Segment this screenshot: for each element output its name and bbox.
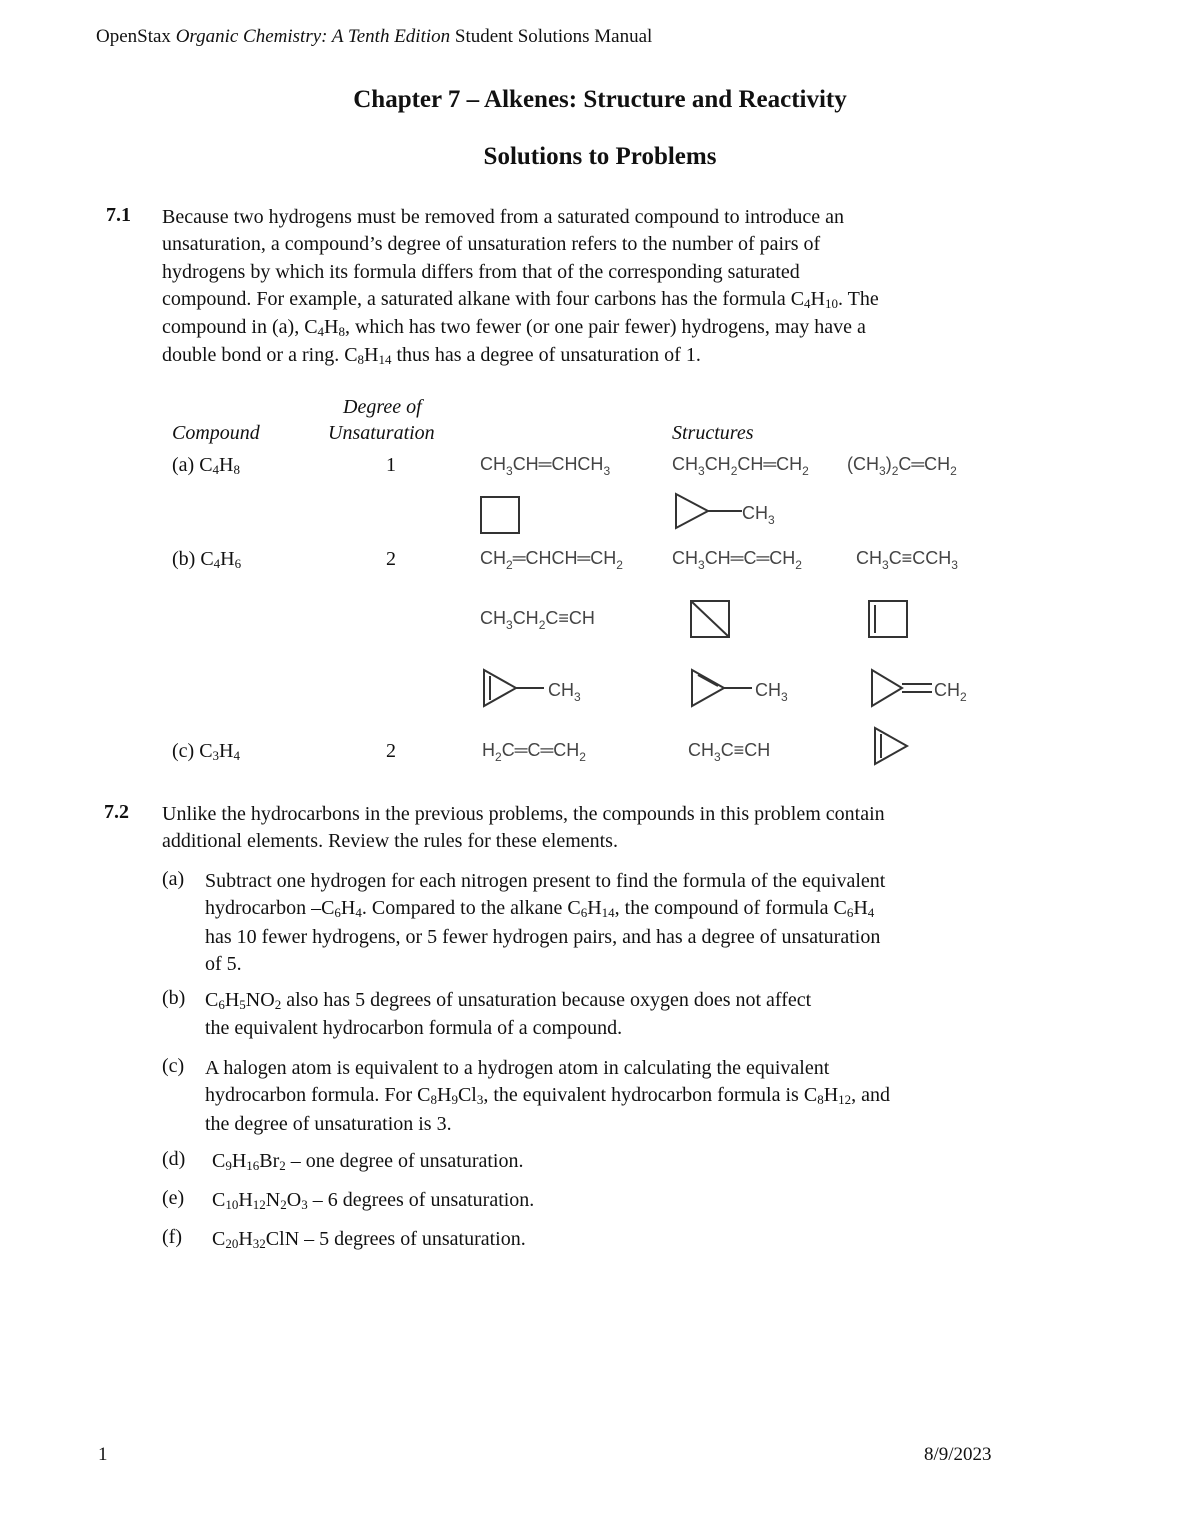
problem-7-1-text [162,204,1032,371]
structure-1-2-butadiene: $CH_3CH═C═CH_2$ [672,548,802,572]
header-structures: Structures [672,422,754,444]
text-line: hydrogens by which its formula differs from that of the corresponding saturated [162,260,800,283]
item-text-d [212,1148,1042,1176]
header-book-title: Organic Chemistry: A Tenth Edition [175,26,451,47]
text-line: has 10 fewer hydrogens, or 5 fewer hydrogen pairs, and has a degree of unsaturation [205,925,881,948]
item-text-b [205,987,1035,1043]
structure-propyne: $CH_3C\equiv CH$ [688,740,771,764]
header-compound: Compound [172,422,260,444]
running-header [96,26,652,48]
text-line: Because two hydrogens must be removed from a saturated compound to introduce an [162,206,845,228]
methyl-label: $CH_3$ [755,680,788,704]
structure-1-butyne: $CH_3CH_2C\equiv CH$ [480,608,595,632]
header-prefix: OpenStax [96,26,176,47]
cyclobutene-structure [868,600,910,640]
3-methylcyclopropene-structure [690,668,756,710]
degree-c: 2 [386,740,396,762]
text-line: C6H5NO2 also has 5 degrees of unsaturation because oxygen does not affect [205,989,812,1012]
text-line: Unlike the hydrocarbons in the previous problems, the compounds in this problem contain [162,803,885,825]
item-label-d: (d) [162,1148,186,1170]
item-label-a: (a) [162,868,185,890]
compound-c: (c) C3H4 [172,740,240,763]
text-line: C9H16Br2 – one degree of unsaturation. [212,1150,524,1173]
methyl-label: $CH_3$ [548,680,581,704]
degree-b: 2 [386,548,396,570]
structure-1-butene: $CH_3CH_2CH═CH_2$ [672,454,809,478]
item-text-e [212,1187,1042,1215]
bicyclobutane-structure [690,600,732,640]
text-line: the degree of unsaturation is 3. [205,1112,452,1135]
1-methylcyclopropene-structure [482,668,548,710]
section-title: Solutions to Problems [483,143,717,170]
item-text-f [212,1226,1042,1254]
item-text-a [205,868,1035,978]
footer-date: 8/9/2023 [924,1444,992,1465]
compound-a: (a) C4H8 [172,454,240,477]
methylenecyclopropane-structure [870,668,934,710]
cyclobutane-structure [480,496,522,536]
text-line: double bond or a ring. C8H14 thus has a degree of unsaturation of 1. [162,344,701,368]
text-line: compound in (a), C4H8, which has two fewer (or one pair fewer) hydrogens, may have a [162,316,866,340]
text-line: hydrocarbon formula. For C8H9Cl3, the equivalent hydrocarbon formula is C8H12, and [205,1084,891,1108]
header-suffix: Student Solutions Manual [450,26,653,47]
text-line: Subtract one hydrogen for each nitrogen present to find the formula of the equivalent [205,870,886,892]
methyl-label: $CH_3$ [742,503,775,527]
item-label-e: (e) [162,1187,185,1209]
chapter-title: Chapter 7 – Alkenes: Structure and Reactivity [353,86,847,113]
problem-7-2-intro [162,801,1032,856]
methylcyclopropane-structure [674,492,744,534]
item-label-c: (c) [162,1055,185,1077]
structure-2-butyne: $CH_3C\equiv CCH_3$ [856,548,958,572]
header-degree-line1: Degree of [343,396,422,418]
structure-2-butene: $CH_3CH═CHCH_3$ [480,454,611,478]
problem-number-7-2: 7.2 [104,801,129,823]
header-degree-line2: Unsaturation [328,422,435,444]
text-line: unsaturation, a compound’s degree of unsaturation refers to the number of pairs of [162,233,821,256]
compound-b: (b) C4H6 [172,548,242,571]
problem-number-7-1: 7.1 [106,204,131,226]
structure-butadiene: $CH_2═CHCH═CH_2$ [480,548,623,572]
text-line: C20H32ClN – 5 degrees of unsaturation. [212,1228,526,1251]
text-line: A halogen atom is equivalent to a hydrogen atom in calculating the equivalent [205,1057,830,1079]
item-label-f: (f) [162,1226,182,1248]
text-line: of 5. [205,952,242,975]
structure-isobutylene: $(CH_3)_2C═CH_2$ [847,454,957,478]
text-line: compound. For example, a saturated alkane with four carbons has the formula C4H10. The [162,287,879,311]
item-label-b: (b) [162,987,186,1009]
methylene-label: $CH_2$ [934,680,967,704]
structure-allene: $H_2C═C═CH_2$ [482,740,586,764]
text-line: hydrocarbon –C6H4. Compared to the alkane C6H14, the compound of formula C6H4 [205,897,875,921]
text-line: additional elements. Review the rules for these elements. [162,830,618,853]
cyclopropene-structure [873,726,913,768]
item-text-c [205,1055,1035,1138]
text-line: the equivalent hydrocarbon formula of a compound. [205,1017,623,1040]
page-number: 1 [98,1444,108,1465]
text-line: C10H12N2O3 – 6 degrees of unsaturation. [212,1189,535,1212]
degree-a: 1 [386,454,396,476]
